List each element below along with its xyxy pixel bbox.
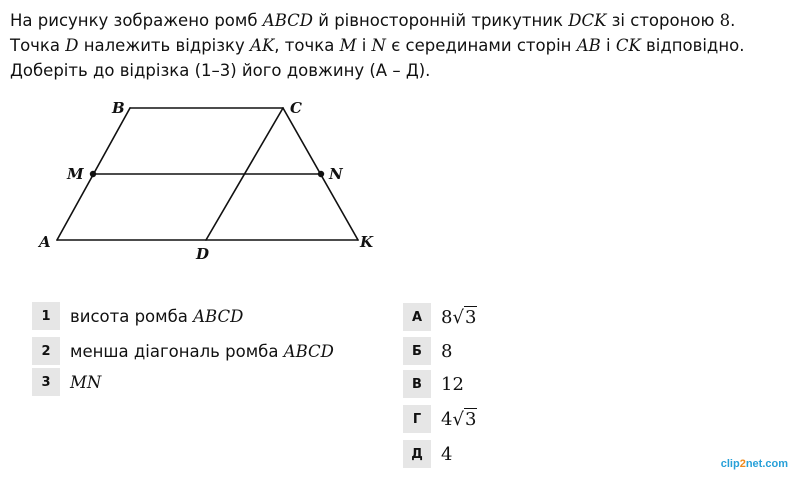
- answer-radicand: 3: [464, 306, 477, 328]
- answer-letter-badge: А: [403, 303, 431, 331]
- math-abcd: ABCD: [262, 11, 313, 30]
- math-ak: AK: [250, 36, 275, 55]
- answer-letter-badge: Г: [403, 405, 431, 433]
- watermark-part: clip: [720, 458, 740, 470]
- problem-text-9: і: [600, 36, 616, 55]
- answer-value: [441, 307, 477, 328]
- answer-value: 12: [441, 373, 464, 395]
- answer-letter-badge: Б: [403, 337, 431, 365]
- answer-value: [441, 409, 477, 430]
- label-b: B: [112, 99, 125, 117]
- segment-math: ABCD: [193, 306, 244, 326]
- segment-description: [70, 373, 101, 392]
- answer-radicand: 3: [464, 408, 477, 430]
- problem-text-7: і: [356, 36, 372, 55]
- label-a: A: [39, 233, 51, 251]
- math-n: N: [371, 36, 386, 55]
- segment-description: [70, 342, 334, 361]
- segment-item-1: [32, 302, 243, 330]
- segment-item-2: [32, 337, 334, 365]
- watermark-part: net.com: [745, 458, 788, 470]
- label-m: M: [67, 165, 84, 183]
- label-k: K: [360, 233, 374, 251]
- point-m-dot: [90, 171, 96, 177]
- answer-option-h: [403, 405, 477, 433]
- watermark-logo: [721, 458, 788, 470]
- math-dck: DCK: [568, 11, 607, 30]
- answer-coefficient: 4: [441, 408, 453, 430]
- math-m: M: [339, 36, 357, 55]
- segment-math: ABCD: [283, 341, 334, 361]
- problem-text-8: є серединами сторін: [385, 36, 577, 55]
- segment-number-badge: 1: [32, 302, 60, 330]
- answer-value: 8: [441, 340, 453, 362]
- sqrt-expression: [452, 307, 477, 328]
- sqrt-icon: √: [452, 306, 464, 328]
- segment-math: MN: [70, 372, 102, 392]
- segment-item-3: [32, 368, 101, 396]
- answer-option-b: [403, 337, 452, 365]
- problem-text-10: відповідно. Доберіть до відрізка (1–3) його довжину (А – Д).: [10, 36, 745, 80]
- answer-value: 4: [441, 443, 453, 465]
- label-d: D: [196, 245, 210, 263]
- answer-letter-badge: Д: [403, 440, 431, 468]
- problem-text-6: , точка: [274, 36, 340, 55]
- answer-letter-badge: В: [403, 370, 431, 398]
- math-d: D: [65, 36, 79, 55]
- math-eight: 8: [719, 11, 731, 30]
- point-n-dot: [318, 171, 324, 177]
- problem-text-4: . Точка: [10, 11, 736, 55]
- answer-option-v: [403, 370, 464, 398]
- problem-text-2: й рівносторонній трикутник: [312, 11, 569, 30]
- sqrt-expression: [452, 409, 477, 430]
- watermark-part: 2: [739, 458, 746, 470]
- math-ab: AB: [576, 36, 601, 55]
- segment-text: менша діагональ ромба: [70, 341, 284, 361]
- problem-text-3: зі стороною: [606, 11, 720, 30]
- segment-description: [70, 307, 243, 326]
- answer-coefficient: 8: [441, 306, 453, 328]
- label-n: N: [329, 165, 343, 183]
- label-c: C: [290, 99, 302, 117]
- answer-option-a: [403, 303, 477, 331]
- segment-number-badge: 3: [32, 368, 60, 396]
- problem-text-5: належить відрізку: [78, 36, 251, 55]
- answer-option-d: [403, 440, 452, 468]
- math-ck: CK: [615, 36, 641, 55]
- segment-text: висота ромба: [70, 306, 194, 326]
- segment-number-badge: 2: [32, 337, 60, 365]
- problem-text-1: На рисунку зображено ромб: [10, 11, 263, 30]
- sqrt-icon: √: [452, 408, 464, 430]
